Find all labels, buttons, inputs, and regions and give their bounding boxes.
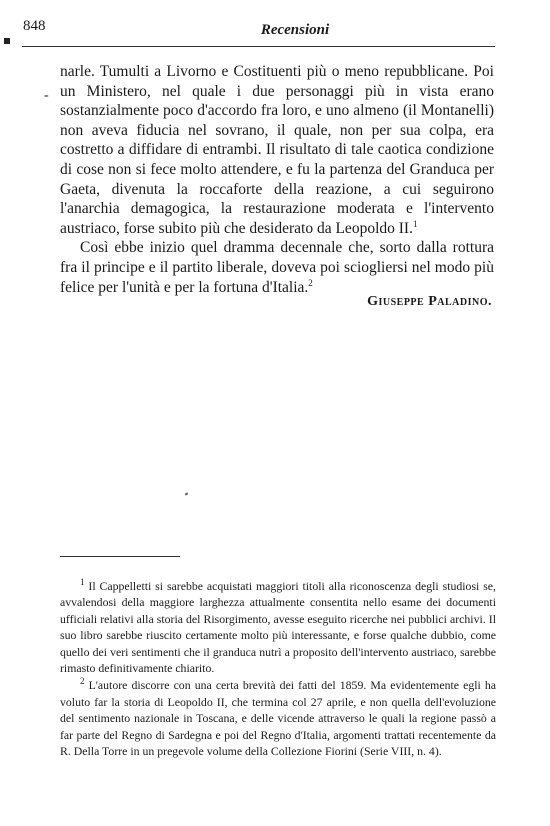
author-signature: Giuseppe Paladino.: [367, 294, 492, 309]
stray-mark: [185, 492, 189, 495]
margin-mark: -: [44, 88, 49, 103]
footnote: [60, 578, 496, 676]
header-rule: [22, 46, 495, 47]
footnote-text: Il Cappelletti si sarebbe acquistati maggiori titoli alla riconoscenza degli studiosi se, avvalendosi della maggiore larghezza attualmente consentita nello esame dei documenti ufficiali relativi alla storia del Risorgimento, avesse eseguito ricerche nei pubblici archivi. Il suo libro sarebbe riuscito certamente molto più interessante, e forse qualche dubbio, come quello dei veri sentimenti che il granduca nutrì a proposito dell'intervento austriaco, sarebbe rimasto definitivamente chiarito.: [60, 579, 496, 676]
footnote-ref: 2: [308, 277, 313, 288]
paragraph: [60, 62, 494, 238]
footnote-marker: 1: [80, 577, 85, 588]
running-head: Recensioni: [260, 22, 330, 38]
footnote: [60, 677, 496, 759]
footnote-text: L'autore discorre con una certa brevità dei fatti del 1859. Ma evidentemente egli ha voluto far la storia di Leopoldo II, che termina col 27 aprile, e non quella dell'evoluzione del sentimento nazionale in Toscana, e delle vicende attraverso le quali la regione passò a far parte del Regno di Sardegna e poi del Regno d'Italia, argomenti trattati recentemente da R. Della Torre in un pregevole volume della Collezione Fiorini (Serie VIII, n. 4).: [60, 678, 496, 759]
footnote-marker: 2: [80, 676, 85, 687]
footnote-rule: [60, 556, 180, 557]
footnote-ref: 1: [412, 218, 418, 229]
main-text: [60, 62, 494, 297]
paragraph-text: narle. Tumulti a Livorno e Costituenti più o meno repubblicane. Poi un Ministero, nel quale i due personaggi più in vista erano sostanzialmente poco d'accordo fra loro, e uno almeno (il Montanelli) non aveva fiducia nel sovrano, il quale, non per sua colpa, era costretto a diffidare di entrambi. Il risultato di tale caotica condizione di cose non si fece molto attendere, e fu la partenza del Granduca per Gaeta, divenuta la roccaforte della reazione, a cui seguirono l'anarchia demagogica, la restaurazione moderata e l'intervento austriaco, forse subito più che desiderato da Leopoldo II.: [60, 63, 494, 237]
footnotes: [60, 578, 496, 760]
paragraph: [60, 238, 494, 297]
page-number: 848: [23, 18, 46, 34]
paragraph-text: Così ebbe inizio quel dramma decennale che, sorto dalla rottura fra il principe e il partito liberale, doveva poi sciogliersi nel modo più felice per l'unità e per la fortuna d'Italia.: [60, 239, 494, 296]
